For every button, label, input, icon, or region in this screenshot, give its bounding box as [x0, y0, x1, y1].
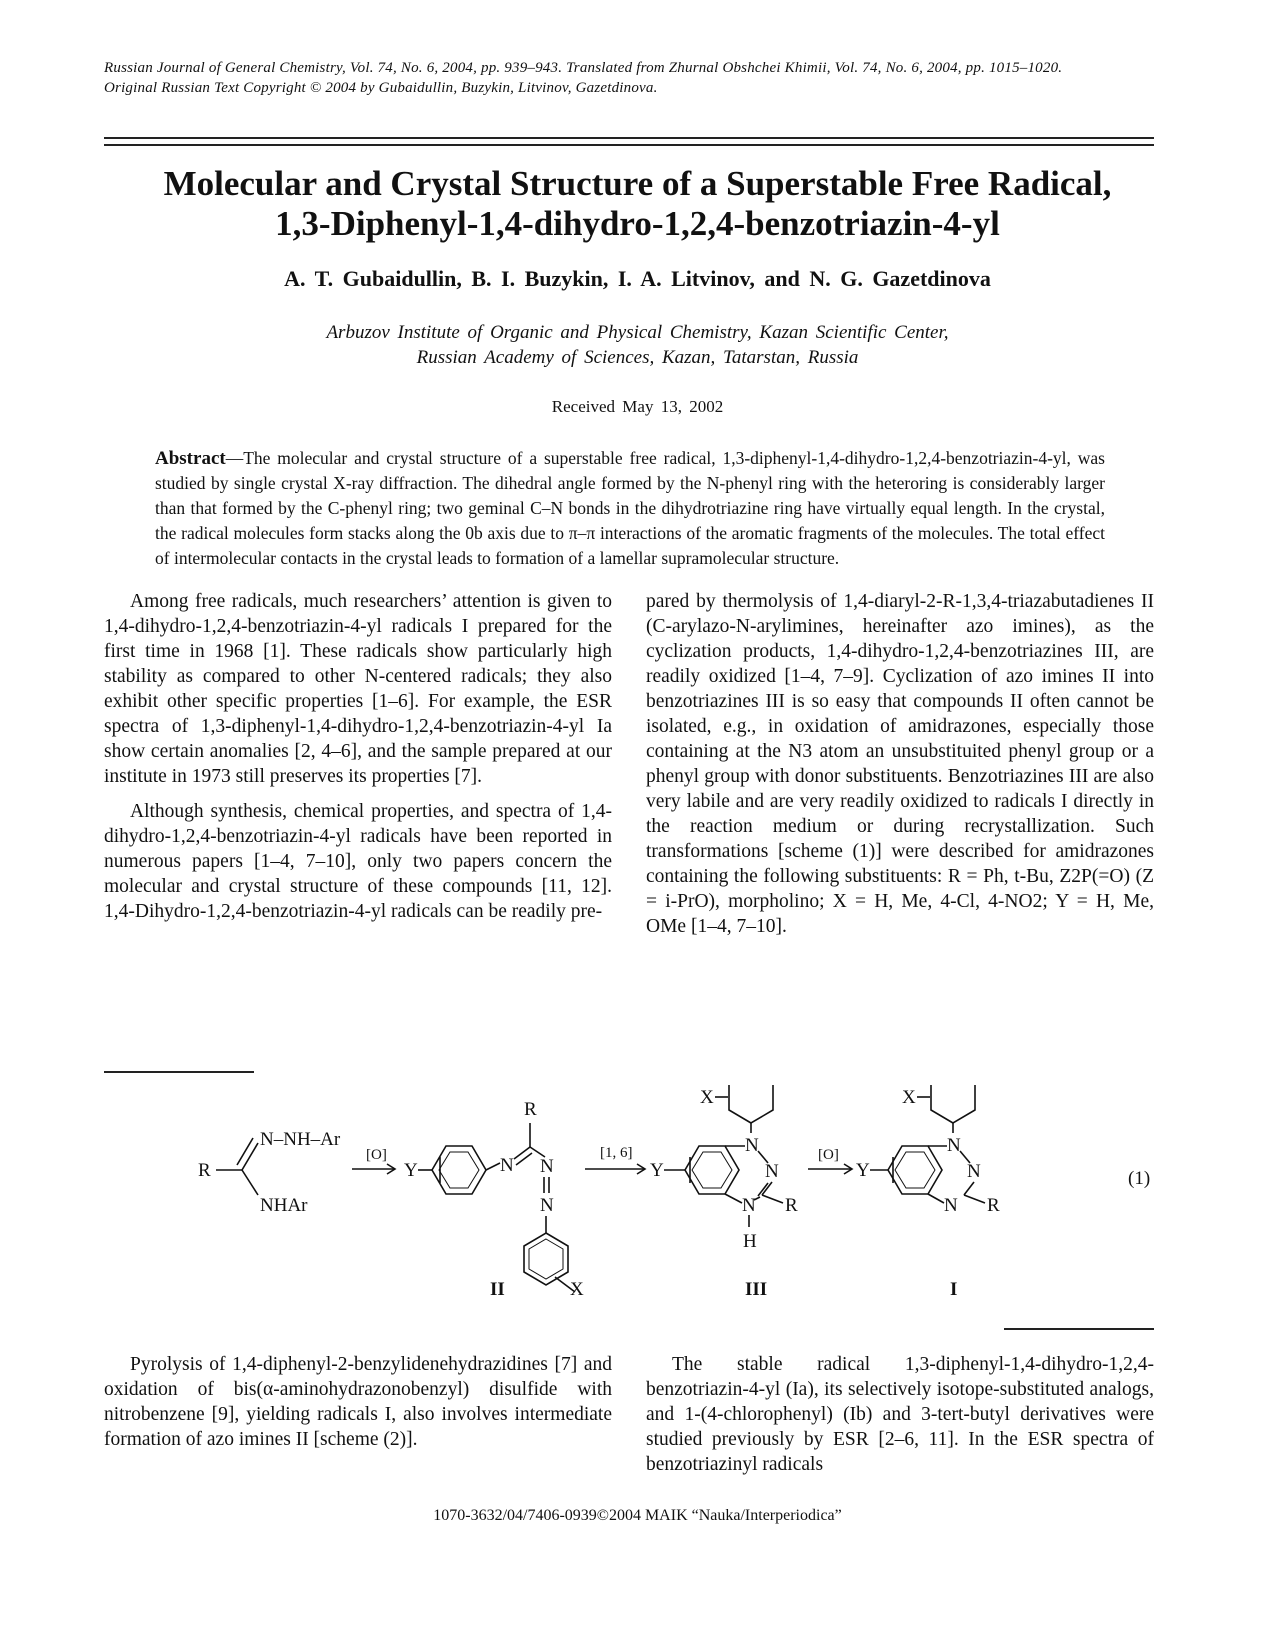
scheme-N1-III: N	[745, 1135, 759, 1156]
scheme-R-I: R	[987, 1195, 1000, 1216]
scheme-Y-3: Y	[856, 1160, 870, 1181]
scheme-N4-III: N	[742, 1195, 756, 1216]
scheme-N-II-3: N	[540, 1195, 554, 1216]
paragraph-azo-imines: pared by thermolysis of 1,4-diaryl-2-R-1,3,4-triazabutadienes II (C-arylazo-N-arylimines, hereinafter azo imines), as the cyclization products, 1,4-dihydro-1,2,4-benzotriazines III, are readily oxidized [1–4, 7–9]. Cyclization of azo imines II into benzotriazines III is so easy that compounds II often cannot be isolated, e.g., in oxidation of amidrazones, especially those containing at the N3 atom an unsubstituited phenyl group or a phenyl group with donor substituents. Benzotriazines III are also very labile and are very readily oxidized to radicals I directly in the reaction medium or during recrystallization. Such transformations [scheme (1)] were described for amidrazones containing the following substituents: R = Ph, t-Bu, Z2P(=O) (Z = i-PrO), morpholino; X = H, Me, 4-Cl, 4-NO2; Y = H, Me, OMe [1–4, 7–10].	[646, 591, 1154, 937]
scheme-R-1: R	[198, 1160, 211, 1181]
header-double-rule	[104, 137, 1154, 146]
bond	[242, 1170, 258, 1195]
scheme-bottom-rule	[1004, 1328, 1154, 1330]
label-compound-II: II	[490, 1279, 505, 1300]
author-list: A. T. Gubaidullin, B. I. Buzykin, I. A. Litvinov, and N. G. Gazetdinova	[284, 266, 991, 291]
phenyl-ring-II-bottom	[524, 1233, 568, 1285]
paragraph-esr: The stable radical 1,3-diphenyl-1,4-dihydro-1,2,4-benzotriazin-4-yl (Ia), its selectively isotope-substituted analogs, and 1-(4-chlorophenyl) (Ib) and 3-tert-butyl derivatives were studied previously by ESR [2–6, 11]. In the ESR spectra of benzotriazinyl radicals	[646, 1354, 1154, 1475]
paragraph-synthesis: Although synthesis, chemical properties, and spectra of 1,4-dihydro-1,2,4-benzotriazin-4-yl radicals have been reported in numerous papers [1–4, 7–10], only two papers concern the molecular and crystal structure of these compounds [11, 12]. 1,4-Dihydro-1,2,4-benzotriazin-4-yl radicals can be readily pre-	[104, 801, 612, 922]
phenyl-ring-I	[931, 1085, 975, 1123]
scheme-oxidant-1: [O]	[366, 1147, 387, 1163]
scheme-H-III: H	[743, 1231, 757, 1252]
right-column-top	[646, 589, 1154, 939]
scheme-oxidant-2: [O]	[818, 1147, 839, 1163]
bond	[242, 1143, 258, 1170]
left-column-bottom	[104, 1352, 612, 1452]
journal-citation: Russian Journal of General Chemistry, Vol. 74, No. 6, 2004, pp. 939–943. Translated from Zhurnal Obshchei Khimii, Vol. 74, No. 6, 2004, pp. 1015–1020.	[104, 60, 1063, 76]
benzo-ring-III	[685, 1146, 739, 1194]
journal-header	[104, 58, 1154, 98]
copyright-line: Original Russian Text Copyright © 2004 by Gubaidullin, Buzykin, Litvinov, Gazetdinova.	[104, 80, 658, 96]
scheme-X-II: X	[570, 1279, 584, 1300]
label-compound-III: III	[745, 1279, 768, 1300]
affiliation	[60, 320, 1215, 370]
phenyl-ring-III	[729, 1085, 773, 1123]
scheme-N2-I: N	[967, 1161, 981, 1182]
reaction-scheme	[180, 1085, 1080, 1305]
title-line-1: Molecular and Crystal Structure of a Superstable Free Radical,	[163, 164, 1112, 203]
right-column-bottom	[646, 1352, 1154, 1477]
equation-number: (1)	[1128, 1168, 1151, 1189]
abstract-label: Abstract	[155, 448, 226, 469]
scheme-N2-III: N	[765, 1161, 779, 1182]
scheme-X-I: X	[902, 1087, 916, 1108]
scheme-N1-I: N	[947, 1135, 961, 1156]
scheme-N4-I: N	[944, 1195, 958, 1216]
scheme-N-II-2: N	[540, 1156, 554, 1177]
scheme-Y-2: Y	[650, 1160, 664, 1181]
scheme-X-III: X	[700, 1087, 714, 1108]
scheme-top-rule	[104, 1071, 254, 1073]
bond	[237, 1138, 253, 1165]
scheme-NNHAr: N–NH–Ar	[260, 1129, 341, 1150]
title-line-2: 1,3-Diphenyl-1,4-dihydro-1,2,4-benzotriazin-4-yl	[275, 204, 1000, 243]
scheme-NHAr: NHAr	[260, 1195, 308, 1216]
received-date: Received May 13, 2002	[551, 397, 724, 416]
affiliation-line-2: Russian Academy of Sciences, Kazan, Tatarstan, Russia	[416, 347, 859, 368]
scheme-Y-1: Y	[404, 1160, 418, 1181]
page-footer: 1070-3632/04/7406-0939©2004 MAIK “Nauka/Interperiodica”	[433, 1507, 842, 1524]
affiliation-line-1: Arbuzov Institute of Organic and Physical Chemistry, Kazan Scientific Center,	[326, 322, 949, 343]
paragraph-pyrolysis: Pyrolysis of 1,4-diphenyl-2-benzylidenehydrazidines [7] and oxidation of bis(α-aminohydrazonobenzyl) disulfide with nitrobenzene [9], yielding radicals I, also involves intermediate formation of azo imines II [scheme (2)].	[104, 1354, 612, 1450]
abstract	[155, 446, 1105, 571]
left-column-top	[104, 589, 612, 924]
scheme-N-II-1: N	[500, 1155, 514, 1176]
label-compound-I: I	[950, 1279, 958, 1300]
article-title	[60, 164, 1215, 244]
paragraph-intro: Among free radicals, much researchers’ attention is given to 1,4-dihydro-1,2,4-benzotriazin-4-yl radicals I prepared for the first time in 1968 [1]. These radicals show particularly high stability as compared to other N-centered radicals; they also exhibit other specific properties [1–6]. For example, the ESR spectra of 1,3-diphenyl-1,4-dihydro-1,2,4-benzotriazin-4-yl Ia show certain anomalies [2, 4–6], and the sample prepared at our institute in 1973 still preserves its properties [7].	[104, 591, 612, 787]
abstract-text: —The molecular and crystal structure of a superstable free radical, 1,3-diphenyl-1,4-dihydro-1,2,4-benzotriazin-4-yl, was studied by single crystal X-ray diffraction. The dihedral angle formed by the N-phenyl ring with the heteroring is considerably larger than that formed by the C-phenyl ring; two geminal C–N bonds in the dihydrotriazine ring have virtually equal length. In the crystal, the radical molecules form stacks along the 0b axis due to π–π interactions of the aromatic fragments of the molecules. The total effect of intermolecular contacts in the crystal leads to formation of a lamellar supramolecular structure.	[155, 448, 1105, 568]
scheme-shift: [1, 6]	[600, 1145, 633, 1161]
scheme-R-II: R	[524, 1099, 537, 1120]
benzo-ring-I	[888, 1146, 942, 1194]
scheme-R-III: R	[785, 1195, 798, 1216]
